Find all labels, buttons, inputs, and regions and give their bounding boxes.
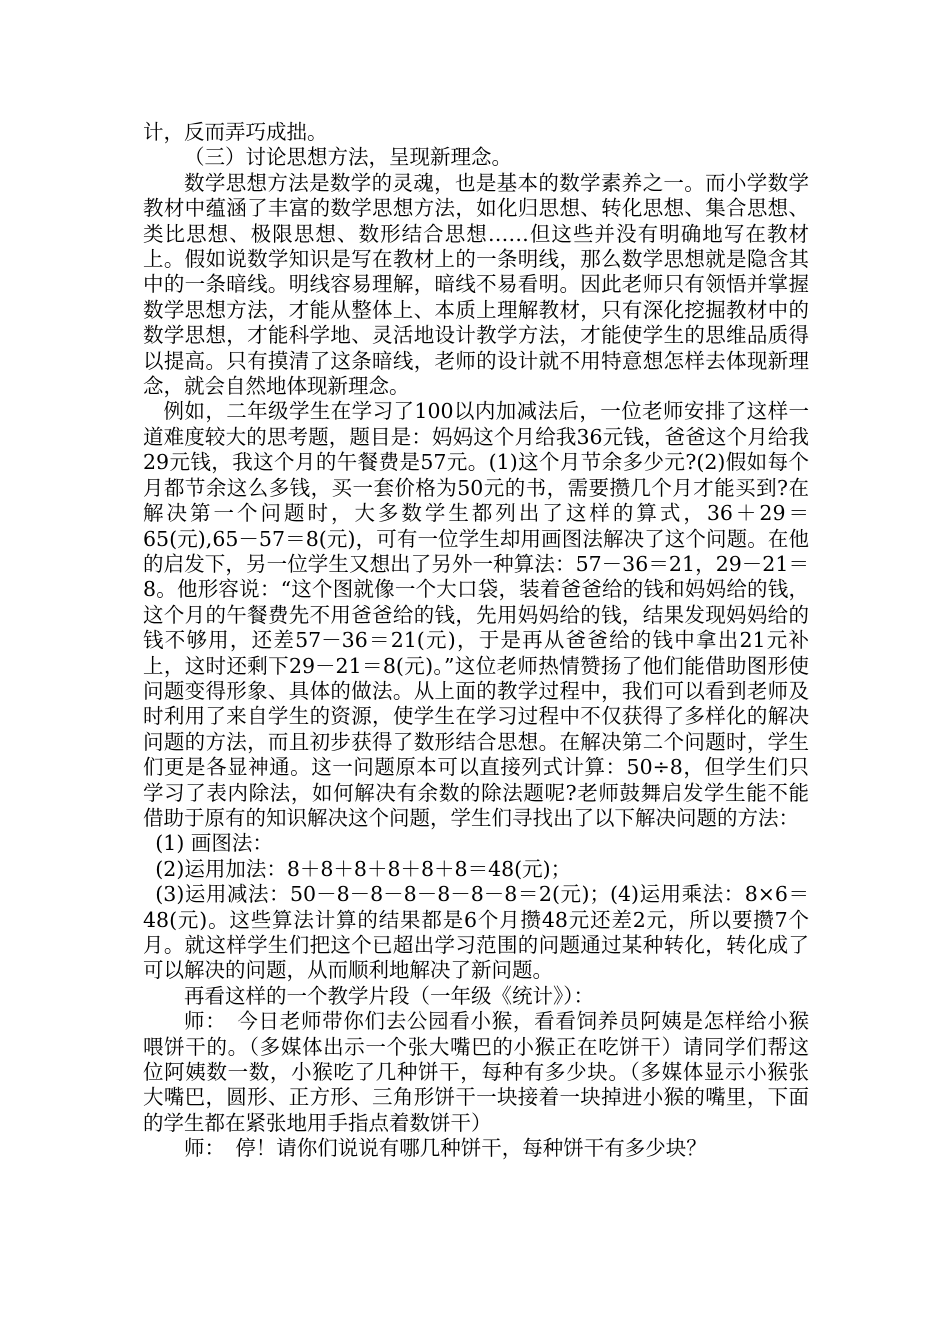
paragraph-continuation: 计，反而弄巧成拙。: [143, 120, 328, 144]
method-3-4: (3)运用减法：50－8－8－8－8－8－8＝2(元)；(4)运用乘法：8×6＝48(元)。这些算法计算的结果都是6个月攒48元还差2元，所以要攒7个月。就这样学生们把这个已超出学习范围的问题通过某种转化，转化成了可以解决的问题，从而顺利地解决了新问题。: [143, 882, 809, 983]
method-1: (1) 画图法：: [155, 831, 273, 856]
dialogue-teacher-1: 师： 今日老师带你们去公园看小猴，看看饲养员阿姨是怎样给小猴喂饼干的。（多媒体出示一个张大嘴巴的小猴正在吃饼干）请同学们帮这位阿姨数一数，小猴吃了几种饼干，每种有多少块。（多媒体显示小猴张大嘴巴，圆形、正方形、三角形饼干一块接着一块掉进小猴的嘴里，下面的学生都在紧张地用手指点着数饼干）: [143, 1009, 809, 1135]
method-2: (2)运用加法：8＋8＋8＋8＋8＋8＝48(元)；: [155, 856, 572, 881]
paragraph-math-thinking: 数学思想方法是数学的灵魂，也是基本的数学素养之一。而小学数学教材中蕴涵了丰富的数学思想方法，如化归思想、转化思想、集合思想、类比思想、极限思想、数形结合思想……但这些并没有明确地写在教材上。假如说数学知识是写在教材上的一条明线，那么数学思想就是隐含其中的一条暗线。明线容易理解，暗线不易看明。因此老师只有领悟并掌握数学思想方法，才能从整体上、本质上理解教材，只有深化挖掘教材中的数学思想，才能科学地、灵活地设计教学方法，才能使学生的思维品质得以提高。只有摸清了这条暗线，老师的设计就不用特意想怎样去体现新理念，就会自然地体现新理念。: [143, 170, 809, 399]
paragraph-lesson-intro: 再看这样的一个教学片段（一年级《统计》）：: [184, 983, 594, 1008]
dialogue-teacher-2: 师： 停！请你们说说有哪几种饼干，每种饼干有多少块？: [184, 1136, 707, 1161]
document-page: [143, 120, 809, 1162]
section-heading: （三）讨论思想方法，呈现新理念。: [184, 145, 512, 170]
paragraph-example: 例如，二年级学生在学习了100以内加减法后，一位老师安排了这样一道难度较大的思考题，题目是：妈妈这个月给我36元钱，爸爸这个月给我29元钱，我这个月的午餐费是57元。(1)这个月节余多少元?(2)假如每个月都节余这么多钱，买一套价格为50元的书，需要攒几个月才能买到?在解决第一个问题时，大多数学生都列出了这样的算式，36＋29＝65(元),65－57＝8(元)，可有一位学生却用画图法解决了这个问题。在他的启发下，另一位学生又想出了另外一种算法：57－36＝21，29－21＝8。他形容说：“这个图就像一个大口袋，装着爸爸给的钱和妈妈给的钱，这个月的午餐费先不用爸爸给的钱，先用妈妈给的钱，结果发现妈妈给的钱不够用，还差57－36＝21(元)，于是再从爸爸给的钱中拿出21元补上，这时还剩下29－21＝8(元)。”这位老师热情赞扬了他们能借助图形使问题变得形象、具体的做法。从上面的教学过程中，我们可以看到老师及时利用了来自学生的资源，使学生在学习过程中不仅获得了多样化的解决问题的方法，而且初步获得了数形结合思想。在解决第二个问题时，学生们更是各显神通。这一问题原本可以直接列式计算：50÷8，但学生们只学习了表内除法，如何解决有余数的除法题呢?老师鼓舞启发学生能不能借助于原有的知识解决这个问题，学生们寻找出了以下解决问题的方法：: [143, 399, 809, 830]
